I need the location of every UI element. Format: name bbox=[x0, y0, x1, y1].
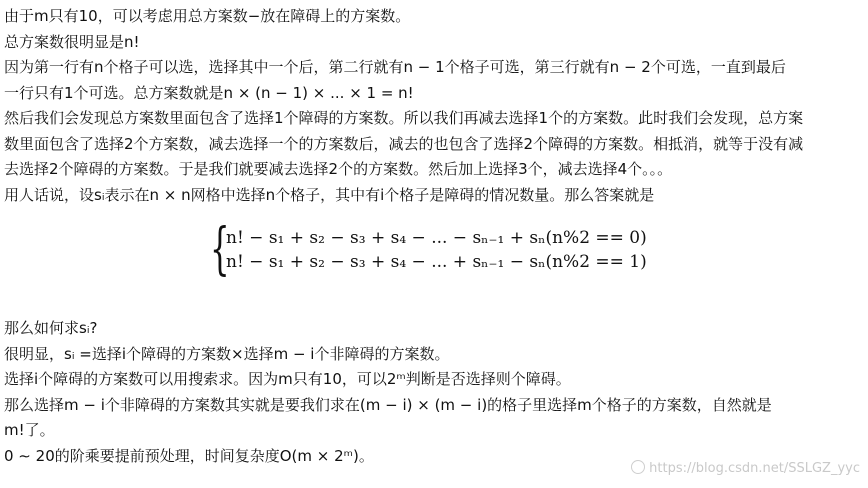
text-line-6: 数里面包含了选择2个方案数，减去选择一个的方案数后，减去的也包含了选择2个障碍的方案数。相抵消，就等于没有减 bbox=[4, 134, 804, 153]
left-brace-icon: { bbox=[210, 217, 230, 282]
formula-row-even: n! − s₁ + s₂ − s₃ + s₄ − ... − sₙ₋₁ + sₙ(n%2 == 0) bbox=[226, 228, 647, 248]
text-line-8: 用人话说，设sᵢ表示在n × n网格中选择n个格子，其中有i个格子是障碍的情况数量。那么答案就是 bbox=[4, 185, 655, 204]
text-line-12: 那么选择m − i个非障碍的方案数其实就是要我们求在(m − i) × (m − i)的格子里选择m个格子的方案数，自然就是 bbox=[4, 395, 772, 414]
formula-row-odd: n! − s₁ + s₂ − s₃ + s₄ − ... + sₙ₋₁ − sₙ(n%2 == 1) bbox=[226, 252, 647, 272]
watermark bbox=[631, 460, 860, 476]
answer-formula bbox=[210, 217, 670, 282]
watermark-url: https://blog.csdn.net/SSLGZ_yyc bbox=[649, 461, 860, 476]
text-line-1: 由于m只有10，可以考虑用总方案数−放在障碍上的方案数。 bbox=[4, 7, 411, 25]
text-line-10: 很明显，sᵢ =选择i个障碍的方案数×选择m − i个非障碍的方案数。 bbox=[4, 344, 450, 363]
text-line-4: 一行只有1个可选。总方案数就是n × (n − 1) × ... × 1 = n! bbox=[4, 83, 414, 102]
text-line-5: 然后我们会发现总方案数里面包含了选择1个障碍的方案数。所以我们再减去选择1个的方案数。此时我们会发现，总方案 bbox=[4, 109, 804, 127]
text-line-14: 0 ∼ 20的阶乘要提前预处理，时间复杂度O(m × 2ᵐ)。 bbox=[4, 446, 374, 465]
csdn-logo-icon bbox=[631, 460, 645, 474]
text-line-3: 因为第一行有n个格子可以选，选择其中一个后，第二行就有n − 1个格子可选，第三行就有n − 2个可选，一直到最后 bbox=[4, 58, 786, 76]
text-line-7: 去选择2个障碍的方案数。于是我们就要减去选择2个的方案数。然后加上选择3个，减去选择4个。。。 bbox=[4, 160, 673, 178]
text-line-13: m!了。 bbox=[4, 421, 55, 439]
text-line-11: 选择i个障碍的方案数可以用搜索求。因为m只有10，可以2ᵐ判断是否选择则个障碍。 bbox=[4, 370, 571, 388]
text-line-9: 那么如何求sᵢ? bbox=[4, 319, 98, 337]
text-line-2: 总方案数很明显是n! bbox=[4, 32, 140, 51]
